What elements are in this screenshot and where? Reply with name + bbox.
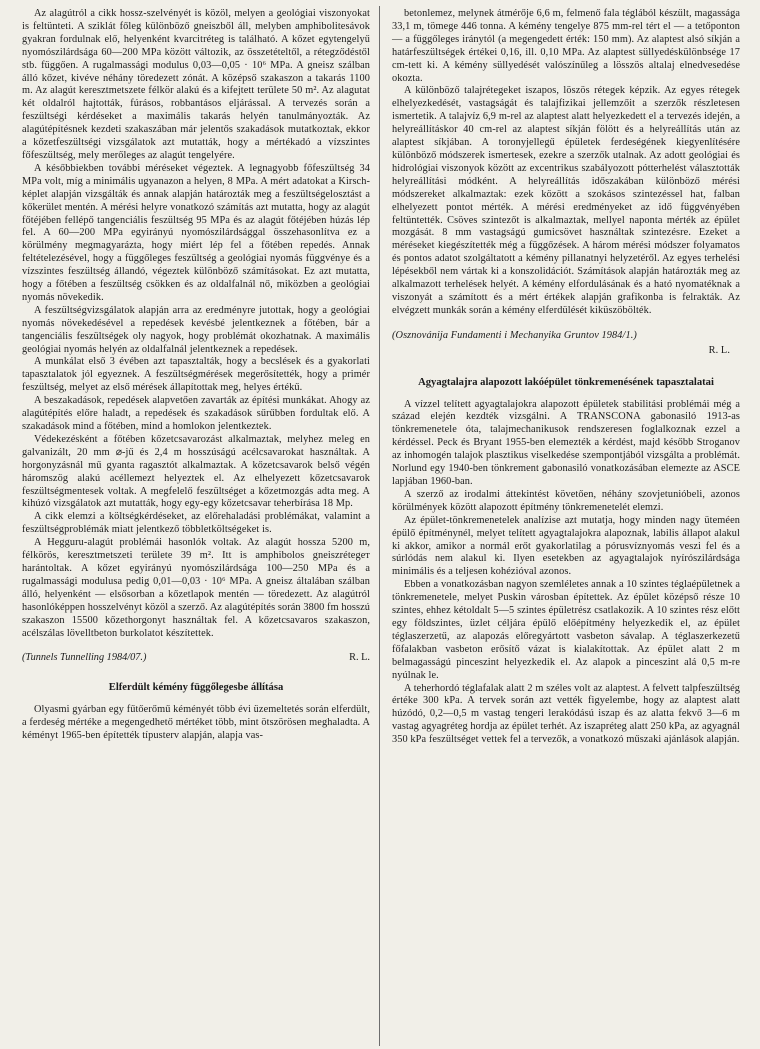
author-signature: R. L.: [708, 344, 730, 356]
paragraph: A teherhordó téglafalak alatt 2 m széles volt az alaptest. A felvett talpfeszültség értéke 300 kPa. A tervek során azt vették figyelembe, hogy az alaptest alatt húzódó, 0,2—0,5 m vastag tengeri lerakódású iszap és az alatta fekvő 3—6 m vastag agyagréteg hordja az épület terhét. Az iszapréteg alatt 250 kPa, az agyagnál 350 kPa feszültséget vettek fel a tervezők, a vonatkozó műszaki ajánlások alapján.: [392, 682, 740, 746]
paragraph: Az épület-tönkremenetelek analízise azt mutatja, hogy minden nagy üteméen épülő építménynél, melyet telített agyagtalajokra alapoznak, labilis állapot alakul ki akkor, amikor a normál erőt gyakorlatilag a pórusvíznyomás veszi fel és a súrlódás nem alakul ki. Ilyen esetekben az agyagtalajok nyírószilárdsága minimális és a teljesen kohézióval azonos.: [392, 514, 740, 578]
paragraph: A későbbiekben további méréseket végeztek. A legnagyobb főfeszültség 34 MPa volt, míg a minimális ugyanazon a helyen, 8 MPa. A mért adatokat a Kirsch-képlet alapján vizsgálták és annak alapján határozták meg a feszültségelosztást a kőkerület mentén. A mérési helyre vonatkozó számítás azt mutatta, hogy az alagút főtéjében fellépő tangenciális feszültség 95 MPa és az alagút főtéjében húzás lép fel. A 60—200 MPa egyirányú nyomószilárdsággal összehasonlítva ez a körülmény megmagyarázta, hogy miért lép fel a főtében repedés. Annak feltételezésével, hogy a függőleges feszültség a geológiai nyomás függvénye és a vízszintes feszültség állandó, végeztek különböző számításokat. Ez azt mutatta, hogy a főtében a feszültség csökken és az oldalfalnál nő, miközben a geológiai nyomás növekedik.: [22, 162, 370, 303]
paragraph: Az alagútról a cikk hossz-szelvényét is közöl, melyen a geológiai viszonyokat is feltünteti. A sziklát főleg különböző gneiszből áll, melyben amphibolitesávok gyakran fordulnak elő, helyenként kvarcitréteg is található. A kőzet egytengelyű nyomószilárdsága 60—200 MPa között változik, az összetételtől, a rétegződéstől stb. függően. A rugalmassági modulus 0,03—0,05 · 10⁶ MPa. A gneisz szálban álló kőzet, kivéve néhány töredezett zónát. A középső szakaszon a takarás 1100 m. Az alagút keresztmetszete félkör alakú és a kifejtett területe 50 m². Az alagutat két oldalról hajtották, fúrásos, robbantásos eljárással. A tervezés során a feszültségi kérdéseket a maximális takarás helyén tanulmányozták. Az alagútépítésnek kezdeti szakaszában már jelentős szakadások mutatkoztak, ekkor a kőzetfeszültségi vizsgálatok azt mutatták, hogy a mértékadó a vízszintes főfeszültség, mely merőleges az alagút tengelyére.: [22, 8, 370, 161]
paragraph: A cikk elemzi a költségkérdéseket, az előrehaladási problémákat, valamint a feszültségproblémák miatt jelentkező többletköltségeket is.: [22, 511, 370, 536]
right-column: [392, 8, 740, 747]
paragraph: A különböző talajrétegeket iszapos, löszös rétegek képzik. Az egyes rétegek elhelyezkedését, vastagságát és talajfizikai jellemzőit a szerzők részletesen ismertetik. A talajvíz 6,9 m-rel az alaptest alatt helyezkedett el a tervezés idején, a helyreállításkor 40 cm-rel az alaptest síkján fölött és a helyreállítás után az alaptest síkjában. A toronyjellegű épületek ferdeségének kiegyenlítésére különböző módszerek ismertesek, ezekre a szerzők utalnak. Az adott geológiai és hidrológiai viszonyok között az excentrikus szabályozott pótterhelést választották helyreállítási módként. A helyreállítás időszakában különböző mérési módszereket alkalmaztak: ezek között a szokásos szintezéssel hat, falban elhelyezett pontot mérték. A mérési eredményeket az idő függvényében feltüntették. Csöves szintezőt is alkalmaztak, mellyel naponta mérték az épület mozgását. 8 mm vastagságú gumicsövet használtak szintezésre. Ezeket a méréseket kiegészítették még a függőzések. A három mérési módszer folyamatos és pontos adatot szolgáltatott a kémény pillanatnyi helyzetéről. Az egyes terhelési lépésekből nem vártak ki a konszolidációt. Számítások alapján határozták meg az alkalmazott terhelések helyét. A kémény elfordulásának és a ható nyomatéknak a viszonyát a számított és a mért értékek alapján grafikonba is felrakták. Az elvégzett munkák során a kémény elferdülését kiküszöbölték.: [392, 85, 740, 316]
author-signature: R. L.: [349, 652, 370, 664]
source-citation: (Osznovánija Fundamenti i Mechanyika Gruntov 1984/1.): [392, 329, 637, 341]
paragraph: A vízzel telített agyagtalajokra alapozott épületek stabilitási problémái még a század elején kezdték vizsgálni. A TRANSCONA gabonasiló 1913-as tönkremenetele óta, talajmechanikusok rendszeresen foglalkoznak ezzel a kérdéssel. Peck és Bryant 1955-ben elemezték a kérdést, majd később Stroganov az inhomogén talajok plasztikus viselkedése szempontjából vizsgálta a problémát. Norlund egy 1940-ben tönkrement gabonasiló vonatkozásában elemezte az ASCE lapjában 1960-ban.: [392, 398, 740, 487]
paragraph: Ebben a vonatkozásban nagyon szemléletes annak a 10 szintes téglaépületnek a tönkremenetele, melyet Puskin városban építettek. Az épület középső része 10 szintes, ehhez kétoldalt 5—5 szintes épületrész csatlakozik. A 10 szintes rész előtt egy földszintes, üzlet céljára épülő előépítmény helyezkedik el, az épület téglaszerzetű, az alapozás előregyártott vasbeton sávalap. A téglaszerkezetű főfalakban vasbeton erősítő vázat is kialakítottak. Az épület alatt 2 m belmagasságú pinceszint helyezkedik el. Az alapok a pinceszint alá 0,5 m-re nyúlnak le.: [392, 579, 740, 681]
paragraph: A Hegguru-alagút problémái hasonlók voltak. Az alagút hossza 5200 m, félkörös, keresztmetszeti területe 39 m². Itt is amphibolos gneiszrétegeт harántoltak. A kőzet egyirányú nyomószilárdsága 100—250 MPa és a rugalmassági modulusa pedig 0,01—0,03 · 10⁶ MPa. A gneisz általában szálban álló, helyenként — elsősorban a kőzetlapok mentén — töredezett. Az alagútról hasonlóképpen hosszelvényt közöl a szerző. Az alagútépítés során 3800 fm hosszú szakaszon 15500 kőzethorgonyt használtak fel. A kőzetcsavaros szakaszon, acélszálas lövelltbeton burkolatot készítettek.: [22, 537, 370, 639]
paragraph: A feszültségvizsgálatok alapján arra az eredményre jutottak, hogy a geológiai nyomás növekedésével a repedések kevésbé jelentkeznek a főtében, bár a tangenciális feszültségek oly nagyok, hogy problémát okozhatnak. A maximális geológiai nyomás helyén az oldalfalnál jelentkeznek a repedések.: [22, 304, 370, 355]
paragraph: A munkálat első 3 évében azt tapasztalták, hogy a becslések és a gyakorlati tapasztalatok jól egyeznek. A feszültségmérések megerősítették, hogy a primér feszültség, melyet az első mérések állapítottak meg, helyes értékű.: [22, 356, 370, 394]
paragraph: A szerző az irodalmi áttekintést követően, néhány szovjetunióbeli, azonos körülmények között alapozott építmény tönkremenetelét elemzi.: [392, 488, 740, 513]
paragraph: A beszakadások, repedések alapvetően zavarták az építési munkákat. Ahogy az alagútépítés előre haladt, a repedések és szakadások sűrűbben fordultak elő. A szakadások mind a főtében, mind a homlokon jelentkeztek.: [22, 395, 370, 432]
paragraph: betonlemez, melynek átmérője 6,6 m, felmenő fala téglából készült, magassága 33,1 m, tömege 446 tonna. A kémény tengelye 875 mm-rel tért el — a tetőponton — a függőleges iránytól (a megengedett érték: 150 mm). Az alaptest alsó síkján a határfeszültségek értékei 0,16, ill. 0,10 MPa. Az alaptest süllyedéskülönbsége 17 cm-tett ki. A kémény süllyedését valószínűleg a lösszös altalaj elnedvesedése okozta.: [392, 8, 740, 84]
left-column: [22, 8, 370, 743]
paragraph: Védekezésként a főtében kőzetcsavarozást alkalmaztak, melyhez meleg en galvanizált, 20 mm ⌀-jű és 2,4 m hosszúságú acélcsavarokat használtak. A horgonyzásnál mű gyanta ragasztót alkalmaztak. A kőzetcsavarok belső végén háromszög alakú acéllemezt helyeztek el. Az elhelyezett kőzetcsavarok feszültségmentesek voltak. A megfelelő feszültséget a kőzetmozgás adta meg. A kihúzó vizsgálatok azt mutatták, hogy egy-egy kőzetcsavar teherbírása 18 Mp.: [22, 433, 370, 510]
article-title: Elferdült kémény függőlegesbe állítása: [108, 682, 284, 694]
paragraph: Olyasmi gyárban egy fűtőerőmű kéményét több évi üzemeltetés során elferdült, a ferdeség mértéke a megengedhető mértéket több, mint ötszörösen meghaladta. A kéményt 1965-ben építették típusterv alapján, alapja vas-: [22, 704, 370, 742]
source-line: [22, 652, 370, 663]
source-citation: (Tunnels Tunnelling 1984/07.): [22, 652, 147, 664]
article-title: Agyagtalajra alapozott lakóépület tönkremenésének tapasztalatai: [418, 376, 714, 388]
column-divider: [379, 6, 380, 1046]
